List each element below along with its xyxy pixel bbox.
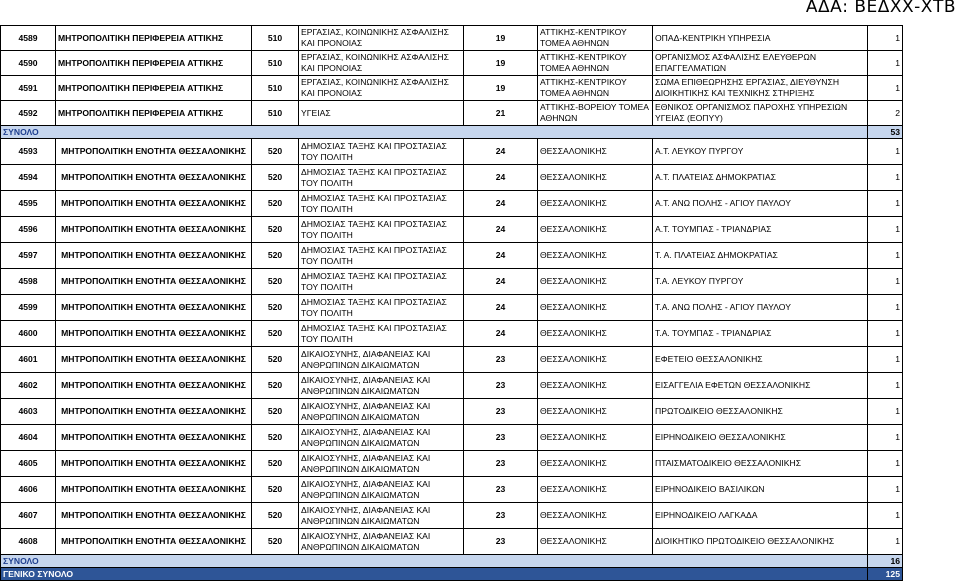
service-cell: Α.Τ. ΠΛΑΤΕΙΑΣ ΔΗΜΟΚΡΑΤΙΑΣ [653,165,868,191]
table-row [1,139,903,165]
grand-total-label: ΓΕΝΙΚΟ ΣΥΝΟΛΟ [1,568,868,581]
ministry-cell: ΔΙΚΑΙΟΣΥΝΗΣ, ΔΙΑΦΑΝΕΙΑΣ ΚΑΙ ΑΝΘΡΩΠΙΝΩΝ ΔΙΚΑΙΩΜΑΤΩΝ [299,425,464,451]
region-code-cell: 520 [252,529,299,555]
ministry-cell: ΔΗΜΟΣΙΑΣ ΤΑΞΗΣ ΚΑΙ ΠΡΟΣΤΑΣΙΑΣ ΤΟΥ ΠΟΛΙΤΗ [299,243,464,269]
area-cell: ΘΕΣΣΑΛΟΝΙΚΗΣ [538,217,653,243]
row-id-cell: 4591 [1,76,56,101]
service-cell: Α.Τ. ΑΝΩ ΠΟΛΗΣ - ΑΓΙΟΥ ΠΑΥΛΟΥ [653,191,868,217]
table-row [1,503,903,529]
region-code-cell: 520 [252,191,299,217]
subtotal-label: ΣΥΝΟΛΟ [1,126,868,139]
table-row [1,165,903,191]
region-code-cell: 520 [252,425,299,451]
count-cell: 1 [868,165,903,191]
service-cell: ΕΙΣΑΓΓΕΛΙΑ ΕΦΕΤΩΝ ΘΕΣΣΑΛΟΝΙΚΗΣ [653,373,868,399]
area-code-cell: 24 [464,295,538,321]
region-code-cell: 510 [252,101,299,126]
region-cell: ΜΗΤΡΟΠΟΛΙΤΙΚΗ ΕΝΟΤΗΤΑ ΘΕΣΣΑΛΟΝΙΚΗΣ [56,425,252,451]
count-cell: 1 [868,26,903,51]
area-code-cell: 23 [464,451,538,477]
service-cell: ΕΙΡΗΝΟΔΙΚΕΙΟ ΒΑΣΙΛΙΚΩΝ [653,477,868,503]
service-cell: Τ.Α. ΛΕΥΚΟΥ ΠΥΡΓΟΥ [653,269,868,295]
ministry-cell: ΕΡΓΑΣΙΑΣ, ΚΟΙΝΩΝΙΚΗΣ ΑΣΦΑΛΙΣΗΣ ΚΑΙ ΠΡΟΝΟΙΑΣ [299,76,464,101]
area-code-cell: 21 [464,101,538,126]
region-cell: ΜΗΤΡΟΠΟΛΙΤΙΚΗ ΕΝΟΤΗΤΑ ΘΕΣΣΑΛΟΝΙΚΗΣ [56,347,252,373]
area-cell: ΘΕΣΣΑΛΟΝΙΚΗΣ [538,243,653,269]
count-cell: 1 [868,347,903,373]
area-code-cell: 24 [464,139,538,165]
area-cell: ΘΕΣΣΑΛΟΝΙΚΗΣ [538,425,653,451]
region-cell: ΜΗΤΡΟΠΟΛΙΤΙΚΗ ΕΝΟΤΗΤΑ ΘΕΣΣΑΛΟΝΙΚΗΣ [56,477,252,503]
row-id-cell: 4599 [1,295,56,321]
region-code-cell: 520 [252,295,299,321]
area-cell: ΘΕΣΣΑΛΟΝΙΚΗΣ [538,477,653,503]
count-cell: 1 [868,295,903,321]
count-cell: 1 [868,191,903,217]
service-cell: ΠΡΩΤΟΔΙΚΕΙΟ ΘΕΣΣΑΛΟΝΙΚΗΣ [653,399,868,425]
count-cell: 1 [868,529,903,555]
region-code-cell: 520 [252,451,299,477]
area-cell: ΘΕΣΣΑΛΟΝΙΚΗΣ [538,347,653,373]
service-cell: Τ.Α. ΤΟΥΜΠΑΣ - ΤΡΙΑΝΔΡΙΑΣ [653,321,868,347]
ministry-cell: ΥΓΕΙΑΣ [299,101,464,126]
service-cell: ΕΦΕΤΕΙΟ ΘΕΣΣΑΛΟΝΙΚΗΣ [653,347,868,373]
service-cell: ΕΙΡΗΝΟΔΙΚΕΙΟ ΘΕΣΣΑΛΟΝΙΚΗΣ [653,425,868,451]
subtotal-row [1,555,903,568]
region-cell: ΜΗΤΡΟΠΟΛΙΤΙΚΗ ΕΝΟΤΗΤΑ ΘΕΣΣΑΛΟΝΙΚΗΣ [56,321,252,347]
region-cell: ΜΗΤΡΟΠΟΛΙΤΙΚΗ ΕΝΟΤΗΤΑ ΘΕΣΣΑΛΟΝΙΚΗΣ [56,139,252,165]
area-code-cell: 24 [464,217,538,243]
row-id-cell: 4601 [1,347,56,373]
area-cell: ΘΕΣΣΑΛΟΝΙΚΗΣ [538,269,653,295]
ministry-cell: ΔΙΚΑΙΟΣΥΝΗΣ, ΔΙΑΦΑΝΕΙΑΣ ΚΑΙ ΑΝΘΡΩΠΙΝΩΝ ΔΙΚΑΙΩΜΑΤΩΝ [299,347,464,373]
area-code-cell: 19 [464,26,538,51]
table-row [1,321,903,347]
count-cell: 1 [868,503,903,529]
table-row [1,217,903,243]
region-cell: ΜΗΤΡΟΠΟΛΙΤΙΚΗ ΠΕΡΙΦΕΡΕΙΑ ΑΤΤΙΚΗΣ [56,101,252,126]
ministry-cell: ΔΙΚΑΙΟΣΥΝΗΣ, ΔΙΑΦΑΝΕΙΑΣ ΚΑΙ ΑΝΘΡΩΠΙΝΩΝ ΔΙΚΑΙΩΜΑΤΩΝ [299,451,464,477]
row-id-cell: 4603 [1,399,56,425]
row-id-cell: 4607 [1,503,56,529]
area-code-cell: 24 [464,269,538,295]
region-code-cell: 510 [252,76,299,101]
row-id-cell: 4597 [1,243,56,269]
region-cell: ΜΗΤΡΟΠΟΛΙΤΙΚΗ ΠΕΡΙΦΕΡΕΙΑ ΑΤΤΙΚΗΣ [56,26,252,51]
region-cell: ΜΗΤΡΟΠΟΛΙΤΙΚΗ ΕΝΟΤΗΤΑ ΘΕΣΣΑΛΟΝΙΚΗΣ [56,503,252,529]
table-row [1,26,903,51]
area-code-cell: 23 [464,347,538,373]
area-code-cell: 24 [464,165,538,191]
ministry-cell: ΔΙΚΑΙΟΣΥΝΗΣ, ΔΙΑΦΑΝΕΙΑΣ ΚΑΙ ΑΝΘΡΩΠΙΝΩΝ ΔΙΚΑΙΩΜΑΤΩΝ [299,503,464,529]
region-cell: ΜΗΤΡΟΠΟΛΙΤΙΚΗ ΕΝΟΤΗΤΑ ΘΕΣΣΑΛΟΝΙΚΗΣ [56,269,252,295]
row-id-cell: 4589 [1,26,56,51]
area-code-cell: 19 [464,76,538,101]
table-row [1,373,903,399]
service-cell: ΠΤΑΙΣΜΑΤΟΔΙΚΕΙΟ ΘΕΣΣΑΛΟΝΙΚΗΣ [653,451,868,477]
region-code-cell: 520 [252,399,299,425]
totals [1,555,903,581]
row-id-cell: 4602 [1,373,56,399]
region-code-cell: 510 [252,51,299,76]
area-code-cell: 23 [464,373,538,399]
ministry-cell: ΕΡΓΑΣΙΑΣ, ΚΟΙΝΩΝΙΚΗΣ ΑΣΦΑΛΙΣΗΣ ΚΑΙ ΠΡΟΝΟΙΑΣ [299,51,464,76]
ministry-cell: ΔΗΜΟΣΙΑΣ ΤΑΞΗΣ ΚΑΙ ΠΡΟΣΤΑΣΙΑΣ ΤΟΥ ΠΟΛΙΤΗ [299,217,464,243]
row-id-cell: 4600 [1,321,56,347]
attica-subtotal [1,126,903,139]
region-cell: ΜΗΤΡΟΠΟΛΙΤΙΚΗ ΠΕΡΙΦΕΡΕΙΑ ΑΤΤΙΚΗΣ [56,76,252,101]
table-row [1,191,903,217]
service-cell: Τ. Α. ΠΛΑΤΕΙΑΣ ΔΗΜΟΚΡΑΤΙΑΣ [653,243,868,269]
region-cell: ΜΗΤΡΟΠΟΛΙΤΙΚΗ ΕΝΟΤΗΤΑ ΘΕΣΣΑΛΟΝΙΚΗΣ [56,373,252,399]
ministry-cell: ΕΡΓΑΣΙΑΣ, ΚΟΙΝΩΝΙΚΗΣ ΑΣΦΑΛΙΣΗΣ ΚΑΙ ΠΡΟΝΟΙΑΣ [299,26,464,51]
table-row [1,425,903,451]
count-cell: 1 [868,373,903,399]
table-row [1,347,903,373]
count-cell: 1 [868,139,903,165]
service-cell: Τ.Α. ΑΝΩ ΠΟΛΗΣ - ΑΓΙΟΥ ΠΑΥΛΟΥ [653,295,868,321]
region-code-cell: 520 [252,217,299,243]
table-row [1,101,903,126]
service-cell: Α.Τ. ΛΕΥΚΟΥ ΠΥΡΓΟΥ [653,139,868,165]
count-cell: 1 [868,51,903,76]
area-cell: ΘΕΣΣΑΛΟΝΙΚΗΣ [538,139,653,165]
service-cell: ΕΘΝΙΚΟΣ ΟΡΓΑΝΙΣΜΟΣ ΠΑΡΟΧΗΣ ΥΠΗΡΕΣΙΩΝ ΥΓΕΙΑΣ (ΕΟΠΥΥ) [653,101,868,126]
subtotal-value: 53 [868,126,903,139]
count-cell: 1 [868,243,903,269]
area-code-cell: 19 [464,51,538,76]
row-id-cell: 4598 [1,269,56,295]
count-cell: 1 [868,76,903,101]
count-cell: 1 [868,217,903,243]
count-cell: 2 [868,101,903,126]
area-code-cell: 23 [464,503,538,529]
region-cell: ΜΗΤΡΟΠΟΛΙΤΙΚΗ ΕΝΟΤΗΤΑ ΘΕΣΣΑΛΟΝΙΚΗΣ [56,217,252,243]
area-cell: ΑΤΤΙΚΗΣ-ΚΕΝΤΡΙΚΟΥ ΤΟΜΕΑ ΑΘΗΝΩΝ [538,76,653,101]
grand-total-value: 125 [868,568,903,581]
region-cell: ΜΗΤΡΟΠΟΛΙΤΙΚΗ ΕΝΟΤΗΤΑ ΘΕΣΣΑΛΟΝΙΚΗΣ [56,165,252,191]
area-cell: ΘΕΣΣΑΛΟΝΙΚΗΣ [538,399,653,425]
count-cell: 1 [868,399,903,425]
table-row [1,243,903,269]
area-cell: ΑΤΤΙΚΗΣ-ΒΟΡΕΙΟΥ ΤΟΜΕΑ ΑΘΗΝΩΝ [538,101,653,126]
row-id-cell: 4605 [1,451,56,477]
service-cell: ΟΠΑΔ-ΚΕΝΤΡΙΚΗ ΥΠΗΡΕΣΙΑ [653,26,868,51]
region-code-cell: 520 [252,269,299,295]
ministry-cell: ΔΙΚΑΙΟΣΥΝΗΣ, ΔΙΑΦΑΝΕΙΑΣ ΚΑΙ ΑΝΘΡΩΠΙΝΩΝ ΔΙΚΑΙΩΜΑΤΩΝ [299,529,464,555]
service-cell: ΣΩΜΑ ΕΠΙΘΕΩΡΗΣΗΣ ΕΡΓΑΣΙΑΣ, ΔΙΕΥΘΥΝΣΗ ΔΙΟΙΚΗΤΙΚΗΣ ΚΑΙ ΤΕΧΝΙΚΗΣ ΣΤΗΡΙΞΗΣ [653,76,868,101]
region-code-cell: 520 [252,347,299,373]
row-id-cell: 4592 [1,101,56,126]
table-row [1,529,903,555]
service-cell: ΔΙΟΙΚΗΤΙΚΟ ΠΡΩΤΟΔΙΚΕΙΟ ΘΕΣΣΑΛΟΝΙΚΗΣ [653,529,868,555]
area-cell: ΘΕΣΣΑΛΟΝΙΚΗΣ [538,165,653,191]
region-code-cell: 520 [252,321,299,347]
row-id-cell: 4590 [1,51,56,76]
area-cell: ΑΤΤΙΚΗΣ-ΚΕΝΤΡΙΚΟΥ ΤΟΜΕΑ ΑΘΗΝΩΝ [538,51,653,76]
region-cell: ΜΗΤΡΟΠΟΛΙΤΙΚΗ ΕΝΟΤΗΤΑ ΘΕΣΣΑΛΟΝΙΚΗΣ [56,451,252,477]
region-cell: ΜΗΤΡΟΠΟΛΙΤΙΚΗ ΕΝΟΤΗΤΑ ΘΕΣΣΑΛΟΝΙΚΗΣ [56,295,252,321]
region-cell: ΜΗΤΡΟΠΟΛΙΤΙΚΗ ΕΝΟΤΗΤΑ ΘΕΣΣΑΛΟΝΙΚΗΣ [56,399,252,425]
row-id-cell: 4606 [1,477,56,503]
ministry-cell: ΔΗΜΟΣΙΑΣ ΤΑΞΗΣ ΚΑΙ ΠΡΟΣΤΑΣΙΑΣ ΤΟΥ ΠΟΛΙΤΗ [299,269,464,295]
ministry-cell: ΔΗΜΟΣΙΑΣ ΤΑΞΗΣ ΚΑΙ ΠΡΟΣΤΑΣΙΑΣ ΤΟΥ ΠΟΛΙΤΗ [299,321,464,347]
ministry-cell: ΔΗΜΟΣΙΑΣ ΤΑΞΗΣ ΚΑΙ ΠΡΟΣΤΑΣΙΑΣ ΤΟΥ ΠΟΛΙΤΗ [299,165,464,191]
area-cell: ΘΕΣΣΑΛΟΝΙΚΗΣ [538,191,653,217]
region-code-cell: 520 [252,373,299,399]
region-code-cell: 520 [252,243,299,269]
service-cell: Α.Τ. ΤΟΥΜΠΑΣ - ΤΡΙΑΝΔΡΙΑΣ [653,217,868,243]
thessaloniki-rows [1,139,903,555]
row-id-cell: 4595 [1,191,56,217]
region-cell: ΜΗΤΡΟΠΟΛΙΤΙΚΗ ΠΕΡΙΦΕΡΕΙΑ ΑΤΤΙΚΗΣ [56,51,252,76]
service-cell: ΕΙΡΗΝΟΔΙΚΕΙΟ ΛΑΓΚΑΔΑ [653,503,868,529]
region-code-cell: 520 [252,503,299,529]
region-code-cell: 520 [252,165,299,191]
count-cell: 1 [868,477,903,503]
area-code-cell: 23 [464,425,538,451]
region-cell: ΜΗΤΡΟΠΟΛΙΤΙΚΗ ΕΝΟΤΗΤΑ ΘΕΣΣΑΛΟΝΙΚΗΣ [56,191,252,217]
area-cell: ΘΕΣΣΑΛΟΝΙΚΗΣ [538,373,653,399]
grand-total-row [1,568,903,581]
table-row [1,295,903,321]
count-cell: 1 [868,425,903,451]
area-code-cell: 23 [464,399,538,425]
table-row [1,399,903,425]
area-code-cell: 23 [464,477,538,503]
area-cell: ΘΕΣΣΑΛΟΝΙΚΗΣ [538,451,653,477]
row-id-cell: 4594 [1,165,56,191]
area-cell: ΘΕΣΣΑΛΟΝΙΚΗΣ [538,321,653,347]
ministry-cell: ΔΙΚΑΙΟΣΥΝΗΣ, ΔΙΑΦΑΝΕΙΑΣ ΚΑΙ ΑΝΘΡΩΠΙΝΩΝ ΔΙΚΑΙΩΜΑΤΩΝ [299,399,464,425]
table-row [1,269,903,295]
area-cell: ΘΕΣΣΑΛΟΝΙΚΗΣ [538,529,653,555]
ministry-cell: ΔΗΜΟΣΙΑΣ ΤΑΞΗΣ ΚΑΙ ΠΡΟΣΤΑΣΙΑΣ ΤΟΥ ΠΟΛΙΤΗ [299,139,464,165]
area-cell: ΘΕΣΣΑΛΟΝΙΚΗΣ [538,503,653,529]
region-cell: ΜΗΤΡΟΠΟΛΙΤΙΚΗ ΕΝΟΤΗΤΑ ΘΕΣΣΑΛΟΝΙΚΗΣ [56,243,252,269]
service-cell: ΟΡΓΑΝΙΣΜΟΣ ΑΣΦΑΛΙΣΗΣ ΕΛΕΥΘΕΡΩΝ ΕΠΑΓΓΕΛΜΑΤΙΩΝ [653,51,868,76]
attica-rows [1,26,903,126]
ministry-cell: ΔΗΜΟΣΙΑΣ ΤΑΞΗΣ ΚΑΙ ΠΡΟΣΤΑΣΙΑΣ ΤΟΥ ΠΟΛΙΤΗ [299,295,464,321]
ministry-cell: ΔΗΜΟΣΙΑΣ ΤΑΞΗΣ ΚΑΙ ΠΡΟΣΤΑΣΙΑΣ ΤΟΥ ΠΟΛΙΤΗ [299,191,464,217]
region-cell: ΜΗΤΡΟΠΟΛΙΤΙΚΗ ΕΝΟΤΗΤΑ ΘΕΣΣΑΛΟΝΙΚΗΣ [56,529,252,555]
subtotal-value: 16 [868,555,903,568]
ministry-cell: ΔΙΚΑΙΟΣΥΝΗΣ, ΔΙΑΦΑΝΕΙΑΣ ΚΑΙ ΑΝΘΡΩΠΙΝΩΝ ΔΙΚΑΙΩΜΑΤΩΝ [299,373,464,399]
region-code-cell: 520 [252,139,299,165]
area-code-cell: 23 [464,529,538,555]
table-row [1,76,903,101]
table-row [1,451,903,477]
area-cell: ΘΕΣΣΑΛΟΝΙΚΗΣ [538,295,653,321]
area-code-cell: 24 [464,321,538,347]
allocation-table [0,25,903,581]
table-row [1,477,903,503]
area-code-cell: 24 [464,243,538,269]
row-id-cell: 4596 [1,217,56,243]
subtotal-label: ΣΥΝΟΛΟ [1,555,868,568]
area-code-cell: 24 [464,191,538,217]
area-cell: ΑΤΤΙΚΗΣ-ΚΕΝΤΡΙΚΟΥ ΤΟΜΕΑ ΑΘΗΝΩΝ [538,26,653,51]
row-id-cell: 4608 [1,529,56,555]
count-cell: 1 [868,321,903,347]
row-id-cell: 4593 [1,139,56,165]
row-id-cell: 4604 [1,425,56,451]
region-code-cell: 510 [252,26,299,51]
subtotal-row [1,126,903,139]
region-code-cell: 520 [252,477,299,503]
table-row [1,51,903,76]
count-cell: 1 [868,269,903,295]
ada-watermark: ΑΔΑ: ΒΕΔΧΧ-ΧΤΒ [805,0,956,17]
count-cell: 1 [868,451,903,477]
ministry-cell: ΔΙΚΑΙΟΣΥΝΗΣ, ΔΙΑΦΑΝΕΙΑΣ ΚΑΙ ΑΝΘΡΩΠΙΝΩΝ ΔΙΚΑΙΩΜΑΤΩΝ [299,477,464,503]
